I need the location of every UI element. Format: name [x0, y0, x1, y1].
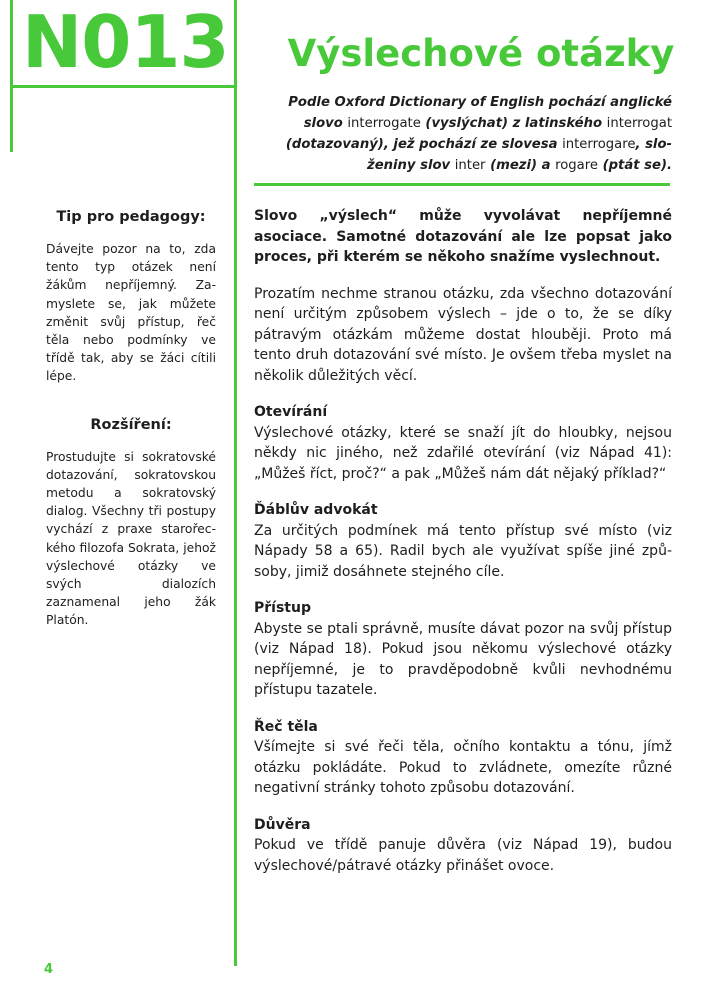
section-heading: Otevírání [254, 404, 328, 420]
intro-paragraph [256, 92, 672, 176]
top-accent-bar [10, 85, 236, 88]
section-duvera [254, 815, 672, 877]
extension-text: Prostudujte si sokratovské dotazování, sokratovskou metodu a sokratovský dialog. Všechny tři postupy vychází z praxe starořeckého filozofa Sokrata, jehož výslechové otázky ve svých dialozích zaznamenal jeho žák Platón. [46, 449, 216, 628]
section-pristup [254, 598, 672, 701]
section-heading: Ďáblův advokát [254, 502, 378, 518]
intro-part: (ptát se). [598, 158, 672, 173]
intro-part: (mezi) a [485, 158, 556, 173]
section-rec-tela [254, 717, 672, 799]
intro-term: interrogat [606, 116, 672, 131]
section-text: Abyste se ptali správně, musíte dávat pozor na svůj přístup (viz Nápad 18). Pokud jsou někomu výslechové otázky nepříjemné, je to pravděpodobně kvůli nevhodnému přístupu tazatele. [254, 620, 672, 698]
intro-part: (dotazovaný), jež pochází ze slovesa [285, 137, 563, 152]
intro-term: rogare [555, 158, 598, 173]
section-text: Výslechové otázky, které se snaží jít do hloubky, nejsou někdy nic jiného, než zdařilé otevírání (viz Nápad 41): „Můžeš říct, proč?“ a pak „Můžeš nám dát nějaký příklad?“ [254, 424, 672, 482]
lead-paragraph: Slovo „výslech“ může vyvolávat nepříjemné asociace. Samotné dotazování ale lze popsat jako proces, při kterém se někoho snažíme vyslechnout. [254, 208, 672, 265]
body-paragraph: Prozatím nechme stranou otázku, zda všechno dotazování není určitým způsobem výslech – jde o to, že se díky pátravým otázkám můžeme dostat hlouběji. Proto má tento druh dotazování své místo. Je ovšem třeba myslet na několik důležitých věcí. [254, 285, 672, 384]
column-divider [234, 0, 237, 966]
section-text: Pokud ve třídě panuje důvěra (viz Nápad 19), budou výslechové/pátravé otázky přinášet ovoce. [254, 837, 672, 874]
section-heading: Přístup [254, 600, 311, 616]
intro-part: , složeniny slov [367, 137, 672, 173]
tip-text: Dávejte pozor na to, zda tento typ otázek není žákům nepříjemný. Zamyslete se, jak můžete změnit svůj přístup, řeč těla nebo podmínky ve třídě tak, aby se žáci cítili lépe. [46, 242, 216, 384]
section-heading: Řeč těla [254, 718, 318, 735]
section-dabluv-advokat [254, 500, 672, 582]
intro-part: (vyslýchat) z latinského [420, 116, 607, 131]
left-accent-bar [10, 0, 13, 152]
intro-term: interrogate [347, 116, 421, 131]
tip-heading: Tip pro pedagogy: [56, 209, 206, 225]
page-title: Výslechové otázky [287, 32, 675, 75]
page-number: 4 [44, 962, 54, 977]
idea-number: N013 [22, 0, 229, 84]
intro-term: inter [454, 158, 486, 173]
sidebar [46, 206, 216, 630]
intro-part: Podle Oxford Dictionary of English pochází anglické slovo [288, 95, 672, 131]
section-otevirani [254, 402, 672, 484]
intro-term: interrogare [562, 137, 636, 152]
section-heading: Důvěra [254, 816, 311, 833]
extension-heading: Rozšíření: [90, 416, 172, 433]
main-content [254, 206, 672, 876]
section-text: Za určitých podmínek má tento přístup své místo (viz Nápady 58 a 65). Radil bych ale využívat spíše jiné způsoby, jimiž dosáhnete stejného cíle. [254, 522, 672, 580]
section-text: Všímejte si své řeči těla, očního kontaktu a tónu, jímž otázku pokládáte. Pokud to zvládnete, omezíte různé negativní stránky tohoto způsobu dotazování. [254, 739, 672, 796]
intro-divider [254, 183, 670, 186]
extension-block [46, 414, 216, 630]
